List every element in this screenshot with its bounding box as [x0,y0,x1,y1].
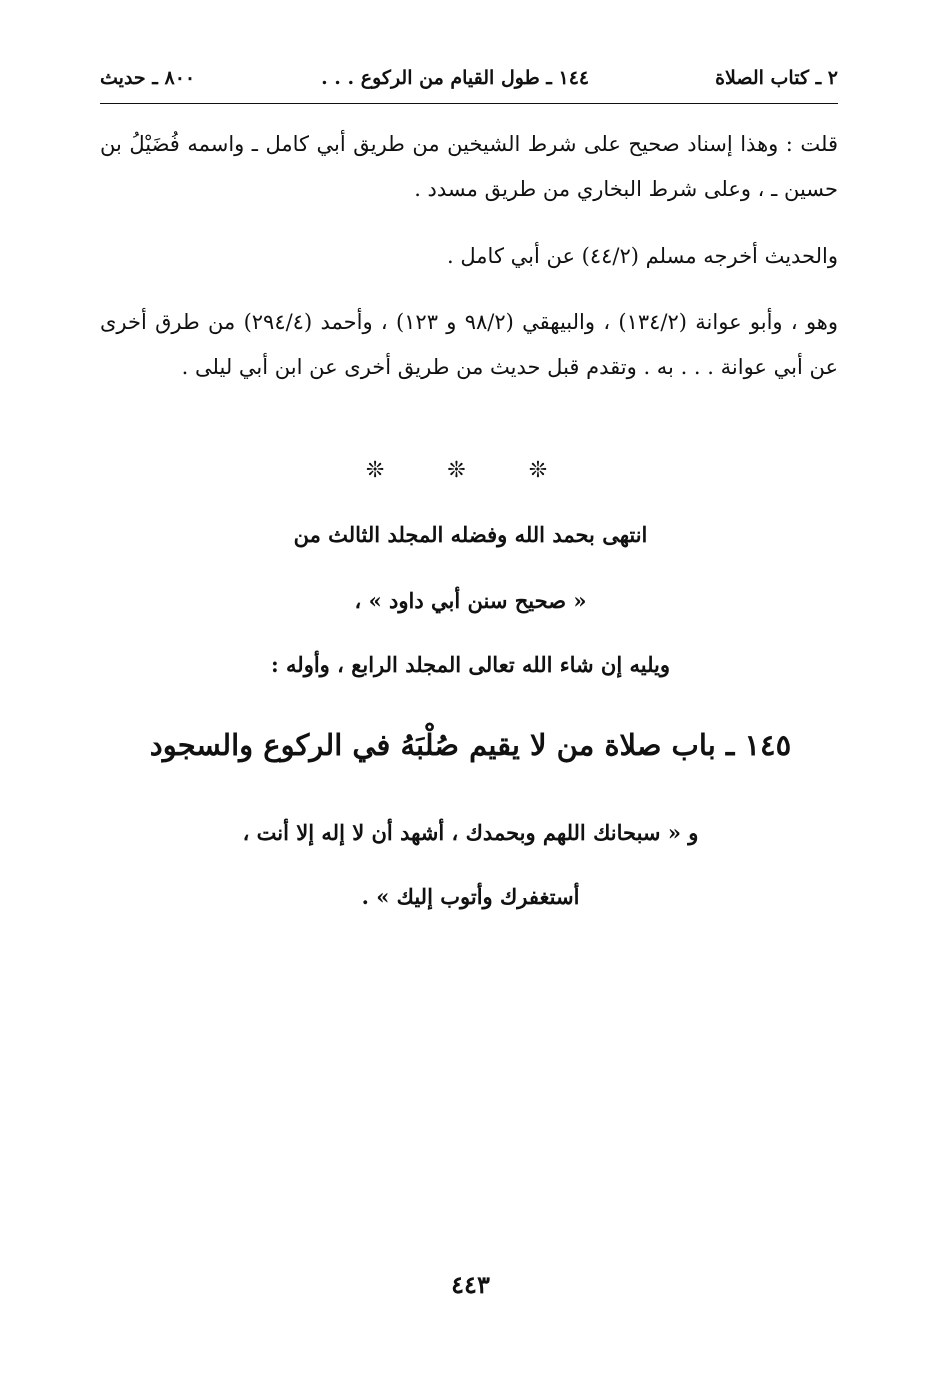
next-chapter-title: ١٤٥ ـ باب صلاة من لا يقيم صُلْبَهُ في الركوع والسجود [149,728,792,762]
running-header [100,58,838,98]
header-chapter-title: ١٤٤ ـ طول القيام من الركوع . . . [321,67,590,89]
dua-line-2: أستغفرك وأتوب إليك » . [361,884,580,909]
volume-end-line-3: ويليه إن شاء الله تعالى المجلد الرابع ، وأوله : [270,652,671,677]
volume-end-line-2: « صحيح سنن أبي داود » ، [354,588,587,613]
header-divider [100,103,838,104]
paragraph-muslim-source: والحديث أخرجه مسلم (٤٤/٢) عن أبي كامل . [447,244,838,268]
section-separator: ❊ ❊ ❊ [365,458,576,483]
header-hadith-number: ٨٠٠ ـ حديث [100,67,196,89]
volume-end-line-1: انتهى بحمد الله وفضله المجلد الثالث من [293,522,648,547]
page-number: ٤٤٣ [451,1270,490,1299]
header-book-title: ٢ ـ كتاب الصلاة [715,67,838,89]
paragraph-other-sources: وهو ، وأبو عوانة (١٣٤/٢) ، والبيهقي (٩٨/٢ و ١٢٣) ، وأحمد (٢٩٤/٤) من طرق أخرى عن أبي عوانة . . . به . وتقدم قبل حديث من طريق أخرى عن ابن أبي ليلى . [100,310,839,379]
paragraph-isnad-note: قلت : وهذا إسناد صحيح على شرط الشيخين من طريق أبي كامل ـ واسمه فُضَيْلُ بن حسين ـ ، وعلى شرط البخاري من طريق مسدد . [100,132,838,201]
dua-line-1: و « سبحانك اللهم وبحمدك ، أشهد أن لا إله إلا أنت ، [242,820,699,845]
